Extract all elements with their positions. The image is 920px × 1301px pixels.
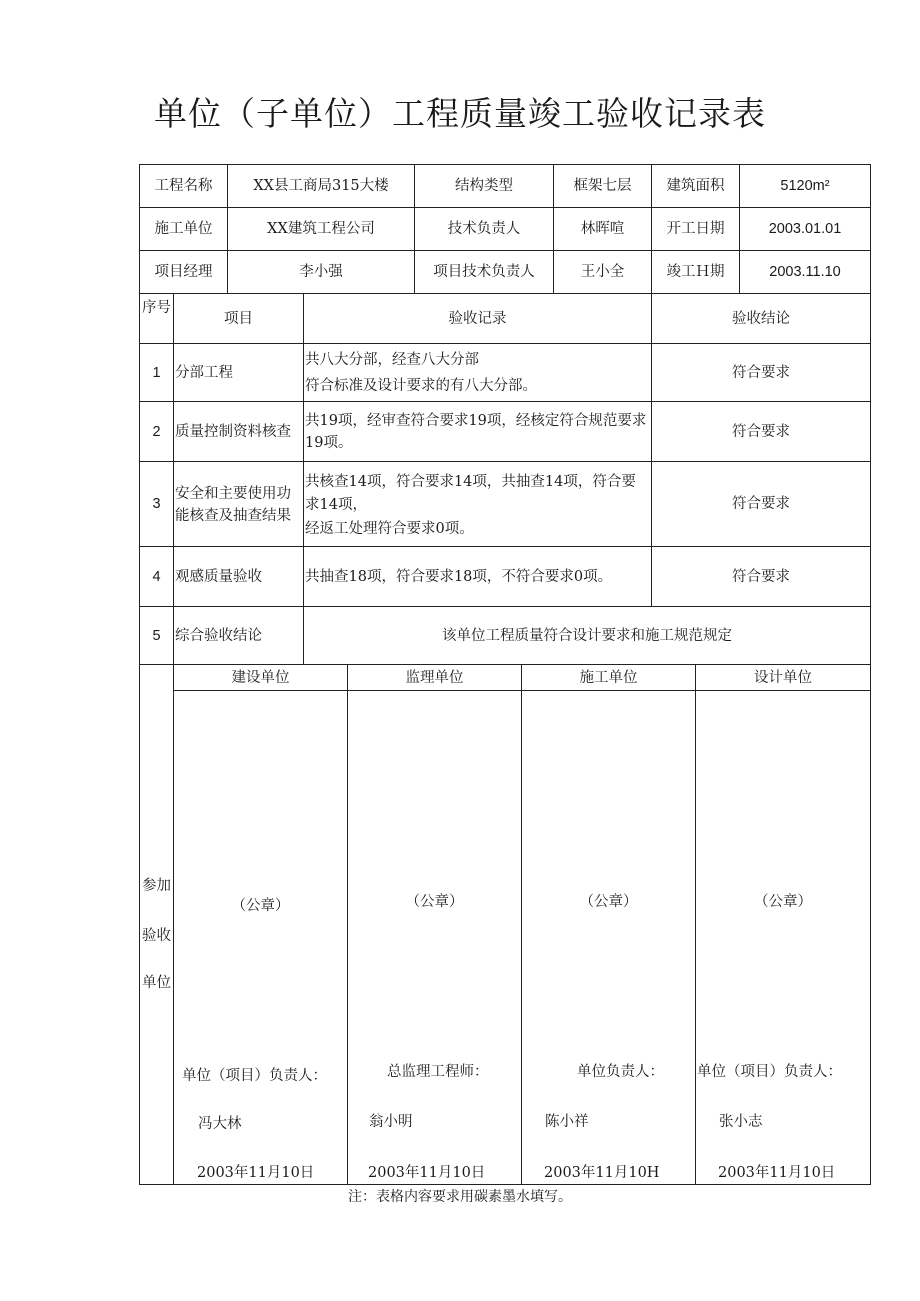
participant-col-divider	[347, 664, 348, 1185]
participant-header-designer: 设计单位	[754, 669, 812, 686]
structure-type-label: 结构类型	[455, 178, 513, 194]
row-4-conclusion: 符合要求	[732, 568, 790, 585]
project-manager-value: 李小强	[299, 264, 343, 280]
summary-seq: 5	[152, 627, 161, 644]
row-4-record: 共抽查18项，符合要求18项，不符合要求0项。	[305, 568, 613, 585]
start-date-label: 开工日期	[666, 221, 725, 237]
construction-unit-label: 施工单位	[154, 221, 213, 237]
row-1-item: 分部工程	[175, 364, 233, 381]
row-1-seq: 1	[152, 364, 161, 381]
record-header: 验收记录	[448, 310, 507, 327]
structure-type-value: 框架七层	[573, 178, 632, 194]
person-supervisor: 翁小明	[369, 1114, 413, 1130]
participant-header-supervisor: 监理单位	[405, 669, 464, 686]
row-4-item: 观感质量验收	[175, 568, 262, 585]
row-2-conclusion: 符合要求	[732, 423, 790, 440]
row-3-item: 安全和主要使用功能核查及抽查结果	[175, 486, 291, 524]
participant-col-divider	[521, 664, 522, 1185]
person-contractor: 陈小祥	[545, 1114, 589, 1130]
building-area-label: 建筑面积	[666, 178, 725, 194]
project-tech-lead-value: 王小全	[580, 264, 625, 280]
row-3-seq: 3	[152, 496, 161, 512]
person-designer: 张小志	[719, 1114, 763, 1130]
role-contractor: 单位负责人：	[577, 1064, 664, 1080]
project-manager-label: 项目经理	[154, 264, 213, 280]
participants-label-line-3: 单位	[142, 975, 171, 991]
date-contractor: 2003年11月10H	[544, 1165, 660, 1181]
row-3-record: 共核查14项，符合要求14项，共抽查14项，符合要求14项，	[305, 474, 636, 513]
row-4-seq: 4	[152, 568, 161, 585]
row-1-conclusion: 符合要求	[732, 364, 790, 381]
construction-unit-value: XX建筑工程公司	[267, 221, 375, 237]
row-1-record-line-1: 共八大分部，经查八大分部	[305, 352, 479, 368]
seq-col-divider	[173, 293, 174, 1185]
row-3-conclusion: 符合要求	[732, 496, 790, 512]
participant-header-contractor: 施工单位	[579, 669, 638, 686]
participant-col-divider	[695, 664, 696, 1185]
project-tech-lead-label: 项目技术负责人	[433, 264, 535, 280]
page-title: 单位（子单位）工程质量竣工验收记录表	[154, 94, 766, 133]
row-1-record-line-2: 符合标准及设计要求的有八大分部。	[305, 378, 537, 394]
participants-header-divider	[173, 690, 871, 691]
conclusion-header: 验收结论	[732, 310, 790, 327]
row-2-record: 共19项，经审查符合要求19项，经核定符合规范要求19项。	[305, 413, 647, 451]
completion-date-value: 2003.11.10	[769, 264, 841, 280]
role-owner: 单位（项目）负责人：	[182, 1068, 327, 1084]
seal-owner: （公章）	[231, 898, 290, 914]
footnote: 注：表格内容要求用碳素墨水填写。	[348, 1189, 572, 1205]
seq-header: 序号	[142, 300, 171, 316]
seal-designer: （公章）	[754, 894, 812, 910]
date-supervisor: 2003年11月10日	[368, 1165, 486, 1181]
participant-header-owner: 建设单位	[231, 669, 290, 686]
role-supervisor: 总监理工程师：	[387, 1064, 489, 1080]
start-date-value: 2003.01.01	[768, 221, 842, 237]
completion-date-label: 竣工Ｈ期	[666, 264, 725, 280]
participants-label-line-1: 参加	[142, 878, 171, 894]
project-name-value: XX县工商局315大楼	[253, 178, 389, 194]
summary-conclusion: 该单位工程质量符合设计要求和施工规范规定	[442, 627, 732, 644]
seal-contractor: （公章）	[579, 894, 638, 910]
person-owner: 冯大林	[198, 1116, 242, 1132]
summary-item: 综合验收结论	[175, 627, 262, 644]
participants-label-line-2: 验收	[142, 928, 171, 944]
tech-lead-value: 林晖喧	[580, 221, 625, 237]
row-2-item: 质量控制资料核查	[175, 423, 291, 440]
building-area-value: 5120m²	[780, 178, 830, 194]
role-designer: 单位（项目）负责人：	[697, 1064, 842, 1080]
row-3-record-extra: 经返工处理符合要求0项。	[305, 521, 474, 537]
table-border-right	[870, 164, 871, 1185]
item-header: 项目	[224, 310, 253, 327]
project-name-label: 工程名称	[154, 178, 213, 194]
tech-lead-label: 技术负责人	[447, 221, 521, 237]
date-owner: 2003年11月10日	[197, 1165, 315, 1181]
seal-supervisor: （公章）	[405, 894, 464, 910]
table-border-bottom	[139, 1184, 871, 1185]
date-designer: 2003年11月10日	[718, 1165, 836, 1181]
row-2-seq: 2	[152, 423, 161, 440]
